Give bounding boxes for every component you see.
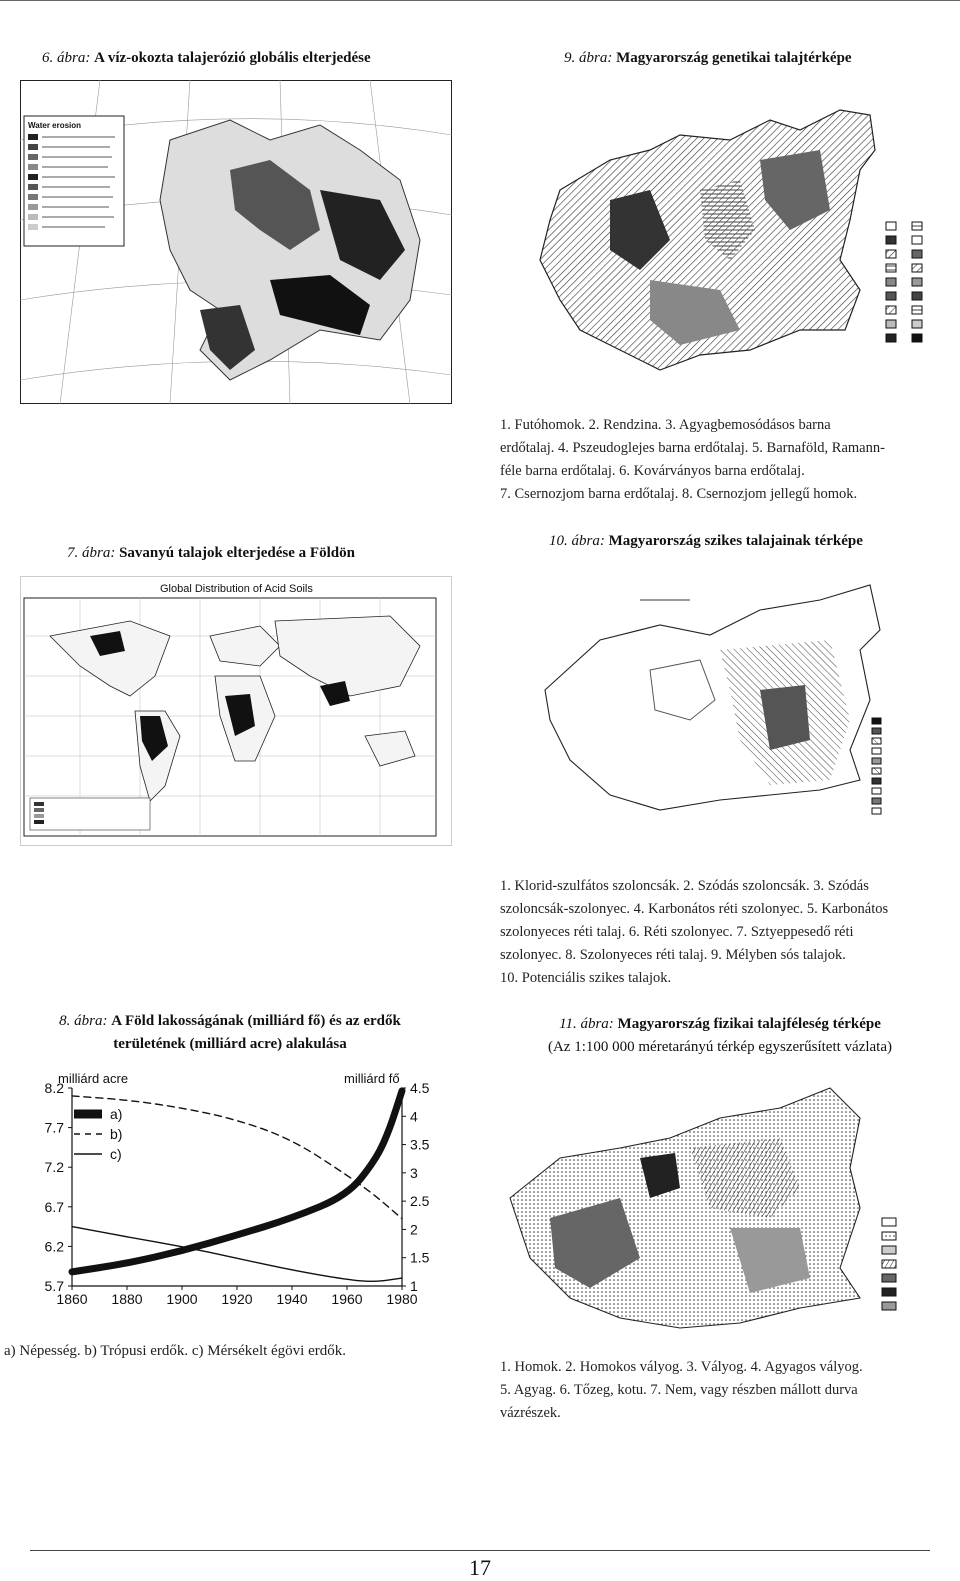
fig10-number: 10. ábra: <box>549 533 605 549</box>
fig9-legend <box>500 414 885 506</box>
y-right-tick-label: 1.5 <box>410 1249 430 1266</box>
footer-rule <box>30 1550 930 1551</box>
fig8-legend-line: a) Népesség. b) Trópusi erdők. c) Mérsékelt égövi erdők. <box>4 1343 347 1359</box>
y-left-axis-label: milliárd acre <box>58 1071 129 1086</box>
x-tick-label: 1960 <box>331 1291 363 1307</box>
fig11-soil-texture-map <box>500 1078 930 1338</box>
y-left-tick-label: 6.2 <box>44 1238 64 1255</box>
fig7-acid-soils-map <box>20 576 452 846</box>
fig11-title: Magyarország fizikai talajféleség térképe <box>617 1016 881 1032</box>
fig11-subtitle: (Az 1:100 000 méretarányú térkép egyszerűsített vázlata) <box>547 1039 893 1055</box>
x-tick-label: 1900 <box>166 1291 198 1307</box>
y-right-tick-label: 2 <box>410 1221 418 1238</box>
fig6-title: A víz-okozta talajerózió globális elterjedése <box>94 50 371 66</box>
fig11-legend <box>500 1356 863 1425</box>
fig7-map-title: Global Distribution of Acid Soils <box>160 583 313 595</box>
fig10-legend-line: 10. Potenciális szikes talajok. <box>500 970 672 986</box>
fig10-legend-line: szolonyeces réti talaj. 6. Réti szolonyec. 7. Sztyeppesedő réti <box>500 924 854 940</box>
legend-label: c) <box>110 1146 122 1162</box>
y-left-tick-label: 8.2 <box>44 1080 64 1096</box>
fig9-number: 9. ábra: <box>564 50 613 66</box>
fig8-caption <box>35 1011 425 1054</box>
fig10-legend-line: 1. Klorid-szulfátos szoloncsák. 2. Szódás szoloncsák. 3. Szódás <box>500 878 869 894</box>
fig6-erosion-map <box>20 80 452 404</box>
fig9-legend-line: féle barna erdőtalaj. 6. Kovárványos barna erdőtalaj. <box>500 463 805 479</box>
y-left-tick-label: 6.7 <box>44 1198 64 1215</box>
y-right-tick-label: 4.5 <box>410 1080 430 1096</box>
x-tick-label: 1980 <box>386 1291 418 1307</box>
y-right-tick-label: 3.5 <box>410 1136 430 1153</box>
fig9-title: Magyarország genetikai talajtérképe <box>616 50 852 66</box>
fig10-legend <box>500 875 888 990</box>
y-right-tick-label: 4 <box>410 1108 418 1125</box>
fig6-number: 6. ábra: <box>42 50 91 66</box>
fig11-legend-line: 1. Homok. 2. Homokos vályog. 3. Vályog. 4. Agyagos vályog. <box>500 1359 863 1375</box>
fig11-caption <box>500 1014 940 1057</box>
page-number: 17 <box>469 1555 491 1580</box>
fig7-title: Savanyú talajok elterjedése a Földön <box>119 545 355 561</box>
x-tick-label: 1920 <box>221 1291 253 1307</box>
fig10-caption <box>549 531 863 551</box>
fig7-number: 7. ábra: <box>67 545 116 561</box>
fig9-legend-line: 1. Futóhomok. 2. Rendzina. 3. Agyagbemosódásos barna <box>500 417 831 433</box>
fig8-title-line1: A Föld lakosságának (milliárd fő) és az erdők <box>111 1013 401 1029</box>
y-left-tick-label: 5.7 <box>44 1278 64 1294</box>
fig9-legend-line: 7. Csernozjom barna erdőtalaj. 8. Csernozjom jellegű homok. <box>500 486 858 502</box>
fig8-title-line2: területének (milliárd acre) alakulása <box>113 1036 347 1052</box>
fig8-number: 8. ábra: <box>59 1013 108 1029</box>
fig6-caption <box>42 48 371 68</box>
y-left-tick-label: 7.2 <box>44 1159 64 1176</box>
y-right-tick-label: 1 <box>410 1278 418 1294</box>
fig10-title: Magyarország szikes talajainak térképe <box>608 533 863 549</box>
x-tick-label: 1860 <box>56 1291 88 1307</box>
fig9-genetic-soil-map <box>500 80 960 390</box>
fig11-legend-line: vázrészek. <box>500 1405 561 1421</box>
fig11-legend-line: 5. Agyag. 6. Tőzeg, kotu. 7. Nem, vagy részben mállott durva <box>500 1382 858 1398</box>
fig8-legend <box>4 1340 346 1363</box>
y-left-tick-label: 7.7 <box>44 1119 64 1136</box>
y-right-axis-label: milliárd fő <box>344 1071 400 1086</box>
fig7-caption <box>67 543 355 563</box>
legend-label: a) <box>110 1106 123 1122</box>
fig8-population-forest-chart <box>20 1066 450 1330</box>
x-tick-label: 1880 <box>111 1291 143 1307</box>
top-rule <box>0 0 960 1</box>
fig10-legend-line: szolonyec. 8. Szolonyeces réti talaj. 9. Mélyben sós talajok. <box>500 947 846 963</box>
fig9-legend-line: erdőtalaj. 4. Pszeudoglejes barna erdőtalaj. 5. Barnaföld, Ramann- <box>500 440 885 456</box>
fig9-caption <box>564 48 852 68</box>
y-right-tick-label: 2.5 <box>410 1193 430 1210</box>
fig10-saline-soils-map <box>530 580 930 835</box>
fig6-legend-title: Water erosion <box>28 121 82 130</box>
legend-label: b) <box>110 1126 123 1142</box>
y-right-tick-label: 3 <box>410 1164 418 1181</box>
x-tick-label: 1940 <box>276 1291 308 1307</box>
fig11-number: 11. ábra: <box>559 1016 614 1032</box>
fig10-legend-line: szoloncsák-szolonyec. 4. Karbonátos réti szolonyec. 5. Karbonátos <box>500 901 889 917</box>
